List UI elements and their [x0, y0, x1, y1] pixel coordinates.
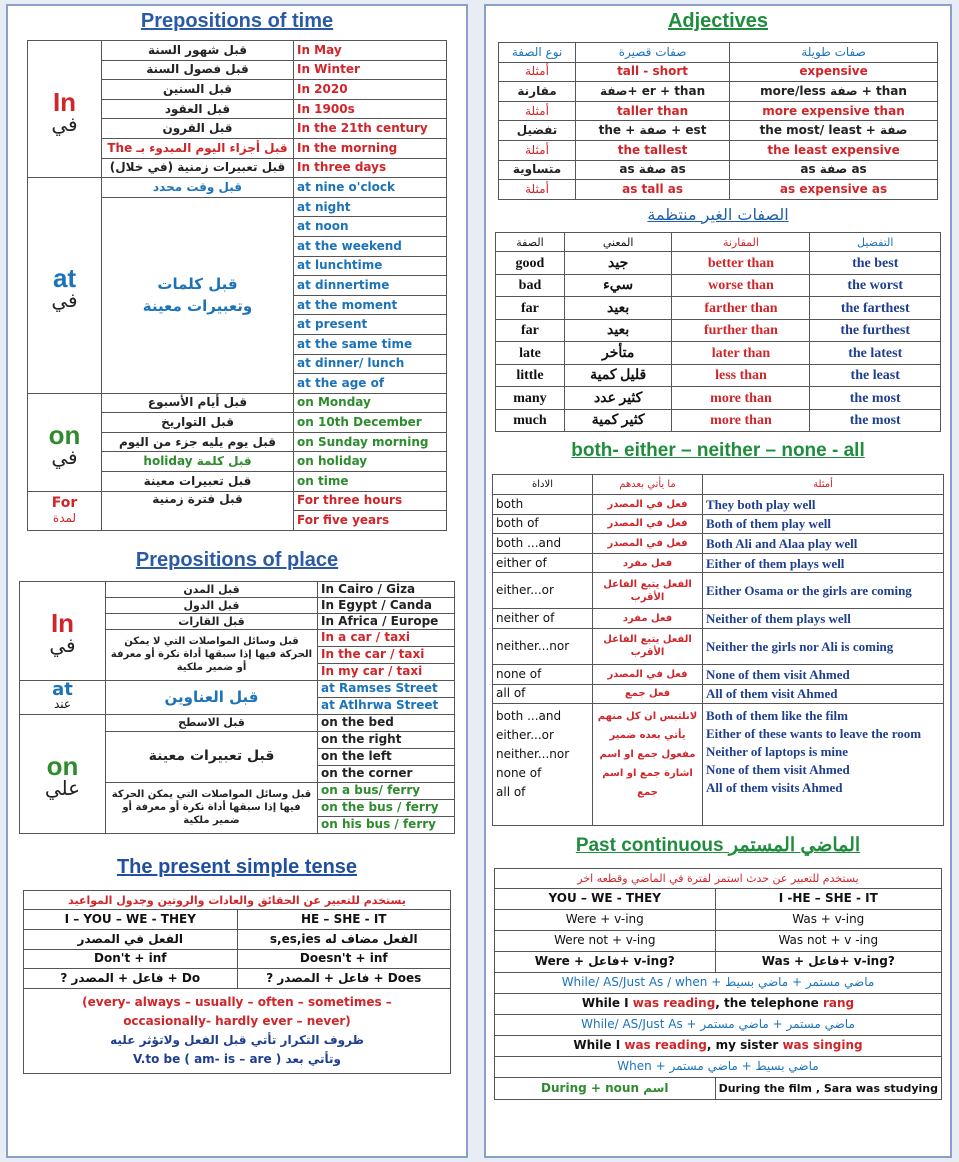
time-at-ex: at present — [294, 315, 447, 335]
both-tool: neither...nor — [493, 628, 593, 664]
irr-superlative: the least — [810, 364, 941, 387]
both-tool: all of — [493, 684, 593, 704]
adj-long: the least expensive — [730, 140, 938, 160]
both-example: All of them visits Ahmed — [706, 780, 843, 796]
adj-short: taller than — [576, 101, 730, 121]
place-on-desc: قبل الاسطح — [106, 714, 318, 731]
both-tool: both of — [493, 514, 593, 534]
irr-comparative: worse than — [672, 274, 810, 297]
time-in-ar: في — [51, 111, 78, 136]
irr-meaning: بعيد — [564, 319, 672, 342]
irr-meaning: سيء — [564, 274, 672, 297]
place-in-ex: In Africa / Europe — [318, 613, 455, 629]
time-at-cell — [28, 178, 102, 394]
place-title: Prepositions of place — [135, 548, 339, 571]
both-tool: all of — [496, 785, 526, 800]
place-on-ex: on the right — [318, 731, 455, 748]
time-on-desc: قبل يوم يليه جزء من اليوم — [102, 432, 294, 452]
adj-type: متساوية — [499, 160, 576, 180]
irr-meaning: قليل كمية — [564, 364, 672, 387]
adj-long: more expensive than — [730, 101, 938, 121]
both-tool: none of — [496, 766, 542, 781]
irr-head: الصفة — [496, 232, 565, 252]
irr-superlative: the best — [810, 252, 941, 275]
time-on-ex: on 10th December — [294, 413, 447, 433]
both-tool: none of — [493, 664, 593, 684]
adj-type: أمثلة — [499, 101, 576, 121]
both-example: Both of them play well — [703, 514, 944, 534]
past-example-verb: was singing — [782, 1038, 863, 1053]
past-example-verb: was reading — [624, 1038, 707, 1053]
both-verb: الفعل يتبع الفاعل الأقرب — [593, 628, 703, 664]
irr-meaning: بعيد — [564, 297, 672, 320]
irr-head: التفضيل — [810, 232, 941, 252]
place-on-cell — [20, 714, 106, 833]
irr-superlative: the worst — [810, 274, 941, 297]
time-for-ar: لمدة — [52, 510, 77, 525]
irr-comparative: further than — [672, 319, 810, 342]
time-in-ex: In the 21th century — [294, 119, 447, 139]
irr-adj: far — [496, 319, 565, 342]
time-in-desc: قبل فصول السنة — [102, 60, 294, 80]
both-last-examples — [703, 704, 944, 826]
time-table — [27, 40, 447, 531]
both-title: both- either – neither – none - all — [571, 440, 865, 462]
irr-adj: little — [496, 364, 565, 387]
place-in-ex: In my car / taxi — [318, 663, 455, 680]
time-at-ex: at the age of — [294, 374, 447, 394]
place-on-ex: on the bus / ferry — [318, 799, 455, 816]
adj-long: as صفة as — [730, 160, 938, 180]
time-on-label: on — [48, 419, 81, 450]
past-example-verb: was reading — [632, 996, 716, 1011]
past-example-verb: rang — [823, 996, 855, 1011]
time-at-ex: at dinner/ lunch — [294, 354, 447, 374]
past-question: Was + فاعل+ v-ing? — [715, 951, 941, 972]
irr-meaning: متأخر — [564, 342, 672, 365]
time-on-ex: on Sunday morning — [294, 432, 447, 452]
time-for-cell — [28, 491, 102, 530]
past-example — [495, 993, 942, 1014]
past-during-example: During the film , Sara was studying — [715, 1077, 941, 1099]
irr-adj: much — [496, 409, 565, 432]
irr-table — [495, 232, 941, 433]
time-on-ar: في — [51, 444, 78, 469]
adj-short: as tall as — [576, 180, 730, 200]
past-affirm: Were + v-ing — [495, 909, 716, 930]
time-at-ex: at lunchtime — [294, 256, 447, 276]
past-head: I -HE – SHE - IT — [715, 888, 941, 909]
time-for-desc: قبل فترة زمنية — [102, 491, 294, 530]
both-table — [492, 474, 944, 826]
time-on-ex: on time — [294, 472, 447, 492]
both-example: Either of them plays well — [703, 553, 944, 573]
both-example: Both Ali and Alaa play well — [703, 534, 944, 554]
time-at-desc: قبل وقت محدد — [102, 178, 294, 198]
adj-short: the tallest — [576, 140, 730, 160]
adj-type: أمثلة — [499, 62, 576, 82]
both-tool: neither of — [493, 609, 593, 629]
both-example: Neither the girls nor Ali is coming — [703, 628, 944, 664]
irr-superlative: the furthest — [810, 319, 941, 342]
place-on-ex: on the corner — [318, 765, 455, 782]
time-in-ex: In 2020 — [294, 80, 447, 100]
time-at-label: at — [52, 262, 77, 293]
irr-adj: bad — [496, 274, 565, 297]
both-tool: neither...nor — [496, 747, 570, 762]
present-negative: Don't + inf — [24, 949, 238, 969]
irr-adj: late — [496, 342, 565, 365]
irr-meaning: جيد — [564, 252, 672, 275]
irr-superlative: the latest — [810, 342, 941, 365]
irr-head: المعني — [564, 232, 672, 252]
right-panel — [484, 4, 952, 1158]
adj-short: the + صفة + est — [576, 121, 730, 141]
irr-adj: far — [496, 297, 565, 320]
present-adverb-note: ظروف التكرار تأتي قبل الفعل ولاتؤثر عليه — [110, 1032, 364, 1047]
present-adverbs: (every- always – usually – often – sometimes – occasionally- hardly ever – never) — [82, 994, 392, 1028]
time-in-desc: قبل السنين — [102, 80, 294, 100]
past-formula: While/ AS/Just As + ماضي مستمر + ماضي مستمر — [495, 1014, 942, 1035]
past-use: يستخدم للتعبير عن حدث استمر لفترة في الماضي وقطعه اخر — [495, 869, 942, 889]
both-example: None of them visit Ahmed — [706, 762, 850, 778]
both-tool: either of — [493, 553, 593, 573]
both-example: None of them visit Ahmed — [703, 664, 944, 684]
past-negative: Was not + v -ing — [715, 930, 941, 951]
place-at-ex: at Ramses Street — [318, 680, 455, 697]
time-for-ex: For five years — [294, 511, 447, 531]
irr-comparative: more than — [672, 387, 810, 410]
irr-superlative: the farthest — [810, 297, 941, 320]
both-verb: فعل في المصدر — [593, 494, 703, 514]
irr-comparative: farther than — [672, 297, 810, 320]
adj-head: صفات طويلة — [730, 43, 938, 63]
time-at-ex: at night — [294, 197, 447, 217]
time-in-label: In — [52, 86, 77, 117]
irr-comparative: better than — [672, 252, 810, 275]
place-at-cell — [20, 680, 106, 714]
both-last-rule: لانلتبس ان كل منهم يأتي بعده ضمير مفعول جمع او اسم اشارة جمع او اسم جمع — [593, 704, 703, 826]
place-on-ex: on the bed — [318, 714, 455, 731]
place-in-label: In — [50, 608, 75, 639]
both-head: أمثلة — [703, 475, 944, 495]
place-on-transport-desc: قبل وسائل المواصلات التي يمكن الحركة فيها إذا سبقها أداة نكرة أو معرفة أو ضمير ملكية — [106, 782, 318, 833]
past-formula: While/ AS/Just As / when + ماضي مستمر + ماضي بسيط — [495, 972, 942, 993]
time-in-ex: In Winter — [294, 60, 447, 80]
time-in-ex: In three days — [294, 158, 447, 178]
present-negative: Doesn't + inf — [237, 949, 451, 969]
place-in-ar: في — [49, 633, 76, 658]
place-on-label: on — [46, 751, 79, 782]
present-affirm: الفعل في المصدر — [24, 930, 238, 950]
place-in-transport-desc: قبل وسائل المواصلات التي لا يمكن الحركة فيها إذا سبقها أداة نكرة أو معرفة أو ضمير ملكية — [106, 629, 318, 680]
irr-comparative: later than — [672, 342, 810, 365]
time-on-desc: قبل أيام الأسبوع — [102, 393, 294, 413]
place-in-ex: In Egypt / Canda — [318, 597, 455, 613]
time-at-ex: at noon — [294, 217, 447, 237]
time-at-ar: في — [51, 287, 78, 312]
place-at-ex: at Atlhrwa Street — [318, 697, 455, 714]
irr-superlative: the most — [810, 387, 941, 410]
both-example: All of them visit Ahmed — [703, 684, 944, 704]
time-in-desc: قبل القرون — [102, 119, 294, 139]
time-for-ex: For three hours — [294, 491, 447, 511]
place-on-ar: علي — [44, 776, 81, 801]
both-tool: both ...and — [496, 709, 562, 724]
time-on-cell — [28, 393, 102, 491]
both-example: Either Osama or the girls are coming — [703, 573, 944, 609]
place-in-ex: In a car / taxi — [318, 629, 455, 646]
place-in-desc: قبل المدن — [106, 581, 318, 597]
irr-comparative: less than — [672, 364, 810, 387]
adj-head: نوع الصفة — [499, 43, 576, 63]
adj-short: as صفة as — [576, 160, 730, 180]
present-question: Do + فاعل + المصدر ? — [24, 969, 238, 989]
adj-type: تفضيل — [499, 121, 576, 141]
adj-long: more/less صفة + than — [730, 82, 938, 102]
time-at-group: قبل كلمات وتعبيرات معينة — [102, 197, 294, 393]
time-title: Prepositions of time — [140, 10, 334, 32]
place-in-desc: قبل الدول — [106, 597, 318, 613]
time-in-desc: قبل العقود — [102, 99, 294, 119]
both-example: Either of these wants to leave the room — [706, 726, 922, 742]
both-head: الاداة — [493, 475, 593, 495]
past-during: During + noun اسم — [495, 1077, 716, 1099]
time-in-ex: In 1900s — [294, 99, 447, 119]
present-affirm: الفعل مضاف له s,es,ies — [237, 930, 451, 950]
both-verb: فعل في المصدر — [593, 514, 703, 534]
both-last-tools — [493, 704, 593, 826]
time-on-desc: قبل التواريخ — [102, 413, 294, 433]
both-tool: either...or — [493, 573, 593, 609]
time-at-ex: at dinnertime — [294, 276, 447, 296]
time-on-ex: on holiday — [294, 452, 447, 472]
time-at-ex: at the same time — [294, 334, 447, 354]
past-title-row — [486, 834, 950, 868]
place-on-ex: on a bus/ ferry — [318, 782, 455, 799]
place-at-ar: عند — [53, 697, 72, 712]
time-in-ex: In May — [294, 41, 447, 61]
present-title: The present simple tense — [116, 855, 358, 878]
left-panel — [6, 4, 468, 1158]
time-in-cell — [28, 41, 102, 178]
time-on-desc: قبل كلمة holiday — [102, 452, 294, 472]
place-on-ex: on his bus / ferry — [318, 816, 455, 833]
time-in-desc: قبل تعبيرات زمنية (في خلال) — [102, 158, 294, 178]
both-tool: both ...and — [493, 534, 593, 554]
place-in-desc: قبل القارات — [106, 613, 318, 629]
past-head: YOU – WE - THEY — [495, 888, 716, 909]
both-verb: فعل في المصدر — [593, 664, 703, 684]
both-tool: both — [493, 494, 593, 514]
past-example-part: , the telephone — [715, 996, 823, 1011]
present-use: يستخدم للتعبير عن الحقائق والعادات والروتين وجدول المواعيد — [24, 890, 451, 910]
past-title-ar: الماضي المستمر — [728, 835, 861, 857]
both-example: Both of them like the film — [706, 708, 848, 724]
both-verb: فعل مفرد — [593, 553, 703, 573]
time-on-desc: قبل تعبيرات معينة — [102, 472, 294, 492]
place-table — [19, 581, 455, 834]
adj-short: tall - short — [576, 62, 730, 82]
both-example: They both play well — [703, 494, 944, 514]
present-tobe: V.to be ( am- is – are ) وتأتي بعد — [133, 1051, 341, 1066]
time-in-desc: قبل أجزاء اليوم المبدوء بـ The — [102, 138, 294, 158]
both-verb: فعل مفرد — [593, 609, 703, 629]
past-example-part: While I — [581, 996, 633, 1011]
irr-adj: many — [496, 387, 565, 410]
past-example — [495, 1035, 942, 1056]
both-verb: الفعل يتبع الفاعل الأقرب — [593, 573, 703, 609]
past-title: Past continuous — [575, 835, 724, 857]
adj-long: as expensive as — [730, 180, 938, 200]
adj-head: صفات قصيرة — [576, 43, 730, 63]
past-question: Were + فاعل+ v-ing? — [495, 951, 716, 972]
time-in-ex: In the morning — [294, 138, 447, 158]
place-in-ex: In Cairo / Giza — [318, 581, 455, 597]
irr-adj: good — [496, 252, 565, 275]
past-formula: When + ماضي بسيط + ماضي مستمر — [495, 1056, 942, 1077]
adj-type: مقارنة — [499, 82, 576, 102]
both-verb: فعل جمع — [593, 684, 703, 704]
irr-meaning: كثير كمية — [564, 409, 672, 432]
place-at-desc: قبل العناوين — [106, 680, 318, 714]
irr-comparative: more than — [672, 409, 810, 432]
time-at-ex: at the weekend — [294, 236, 447, 256]
present-notes — [24, 988, 451, 1073]
time-at-ex: at nine o'clock — [294, 178, 447, 198]
place-at-label: at — [52, 680, 73, 701]
irr-superlative: the most — [810, 409, 941, 432]
irr-title: الصفات الغير منتظمة — [647, 204, 789, 224]
place-on-group: قبل تعبيرات معينة — [106, 731, 318, 782]
both-tool: either...or — [496, 728, 554, 743]
time-for-label: For — [51, 494, 78, 511]
adj-type: أمثلة — [499, 180, 576, 200]
time-at-ex: at the moment — [294, 295, 447, 315]
adj-long: expensive — [730, 62, 938, 82]
present-head: HE – SHE - IT — [237, 910, 451, 930]
adj-long: the most/ least + صفة — [730, 121, 938, 141]
both-verb: فعل في المصدر — [593, 534, 703, 554]
irr-head: المقارنة — [672, 232, 810, 252]
time-on-ex: on Monday — [294, 393, 447, 413]
place-in-ex: In the car / taxi — [318, 646, 455, 663]
past-example-part: , my sister — [706, 1038, 783, 1053]
present-head: I – YOU – WE - THEY — [24, 910, 238, 930]
past-affirm: Was + v-ing — [715, 909, 941, 930]
both-example: Neither of laptops is mine — [706, 744, 849, 760]
adj-table — [498, 42, 938, 200]
present-table — [23, 890, 451, 1074]
past-table — [494, 868, 942, 1100]
both-example: Neither of them plays well — [703, 609, 944, 629]
place-on-ex: on the left — [318, 748, 455, 765]
past-negative: Were not + v-ing — [495, 930, 716, 951]
adj-type: أمثلة — [499, 140, 576, 160]
both-head: ما يأتي بعدهم — [593, 475, 703, 495]
place-in-cell — [20, 581, 106, 680]
adj-short: صفة+ er + than — [576, 82, 730, 102]
past-example-part: While I — [573, 1038, 625, 1053]
present-question: Does + فاعل + المصدر ? — [237, 969, 451, 989]
time-in-desc: قبل شهور السنة — [102, 41, 294, 61]
irr-meaning: كثير عدد — [564, 387, 672, 410]
adj-title: Adjectives — [667, 10, 769, 32]
